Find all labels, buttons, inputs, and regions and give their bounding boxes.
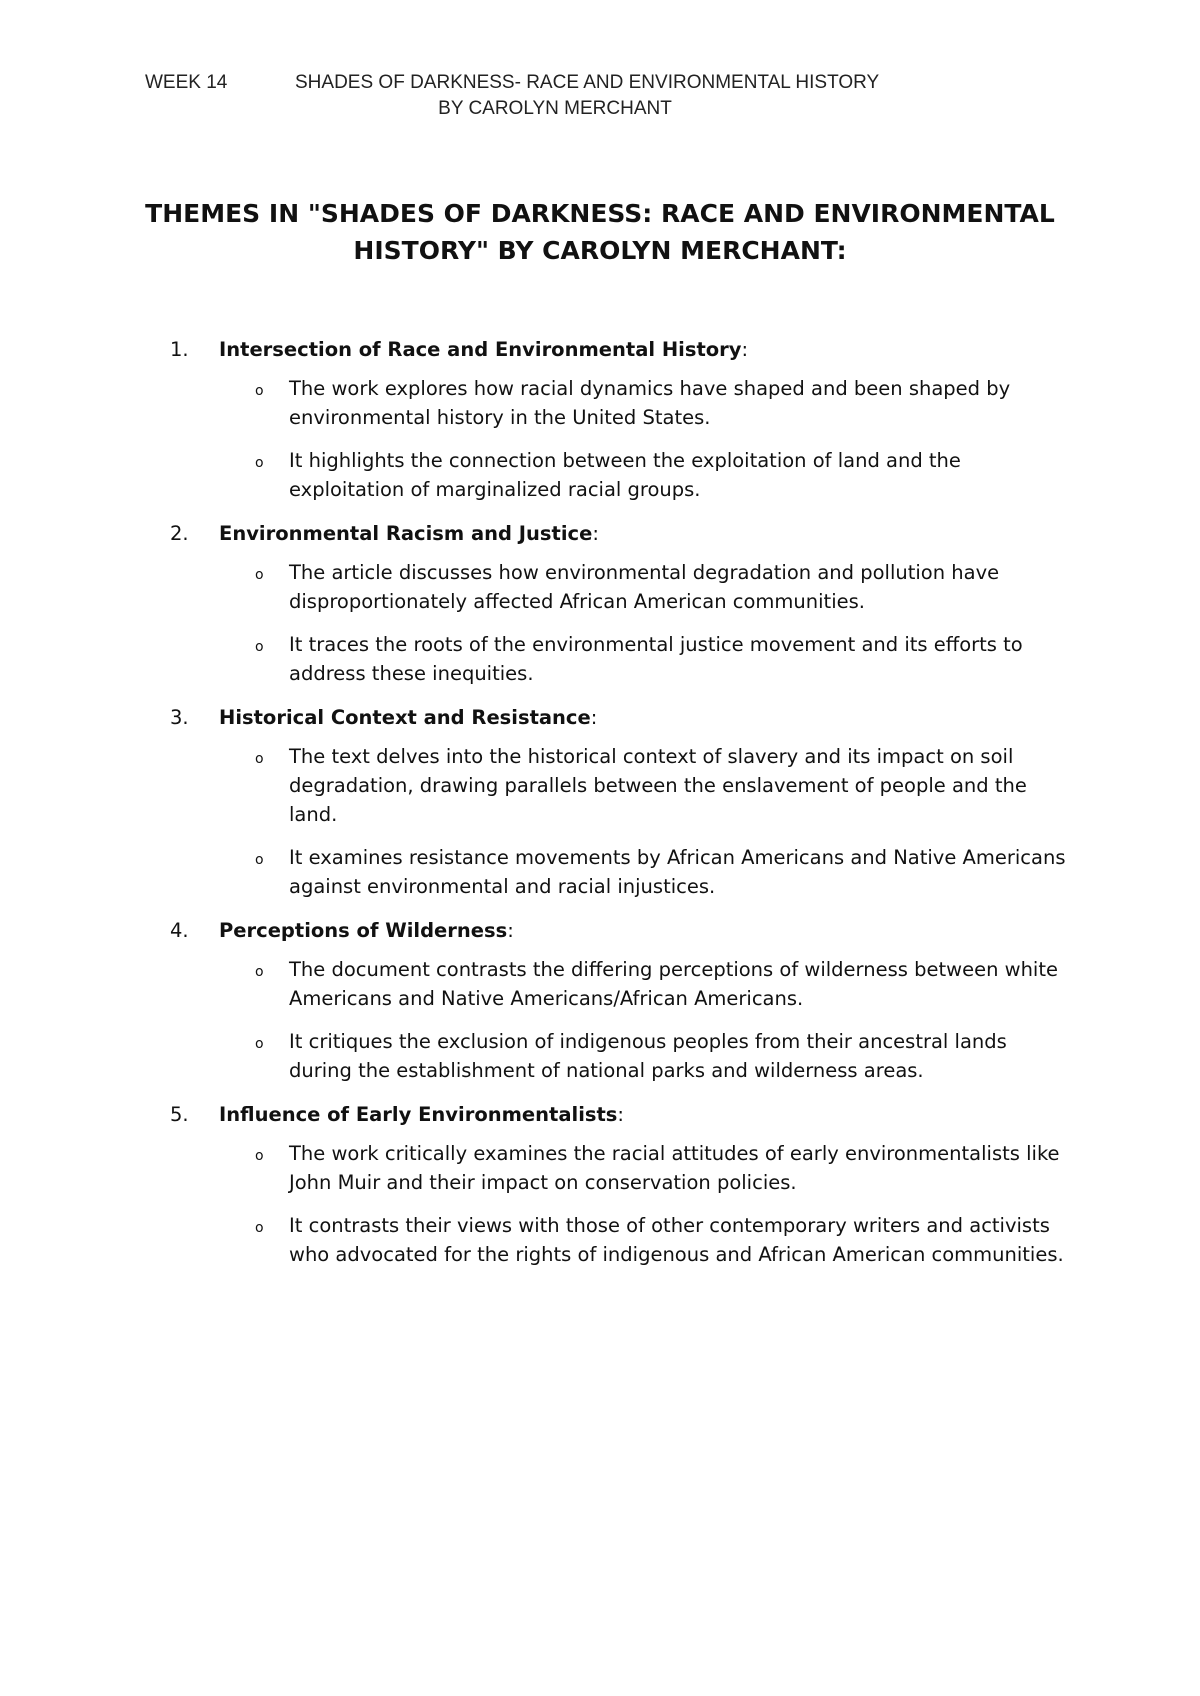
theme-item <box>170 703 1070 901</box>
document-title: THEMES IN "SHADES OF DARKNESS: RACE AND ENVIRONMENTAL HISTORY" BY CAROLYN MERCHANT: <box>145 199 1055 265</box>
list-item <box>170 374 1070 432</box>
themes-list <box>170 335 1070 1284</box>
list-item <box>170 446 1070 504</box>
theme-item <box>170 519 1070 688</box>
bullet-marker: o <box>255 383 264 399</box>
bullet-marker: o <box>255 751 264 767</box>
list-item <box>170 1139 1070 1197</box>
bullet-text: The work critically examines the racial attitudes of early environmentalists like John Muir and their impact on conservation policies. <box>289 1142 1060 1194</box>
theme-colon: : <box>592 522 599 545</box>
header-title: SHADES OF DARKNESS- RACE AND ENVIRONMENTAL HISTORY <box>295 72 880 93</box>
bullet-marker: o <box>255 1220 264 1236</box>
theme-number: 3. <box>170 706 189 729</box>
theme-points <box>170 1139 1070 1269</box>
bullet-text: It examines resistance movements by African Americans and Native Americans against environmental and racial injustices. <box>289 846 1066 898</box>
bullet-marker: o <box>255 1148 264 1164</box>
list-item <box>170 843 1070 901</box>
header-week: WEEK 14 <box>145 72 228 93</box>
header-line-1 <box>145 70 1055 96</box>
theme-colon: : <box>507 919 514 942</box>
bullet-text: It critiques the exclusion of indigenous peoples from their ancestral lands during the establishment of national parks and wilderness areas. <box>289 1030 1007 1082</box>
theme-points <box>170 374 1070 504</box>
bullet-text: The text delves into the historical context of slavery and its impact on soil degradation, drawing parallels between the enslavement of people and the land. <box>289 745 1027 826</box>
theme-points <box>170 558 1070 688</box>
bullet-text: The article discusses how environmental degradation and pollution have disproportionately affected African American communities. <box>289 561 1000 613</box>
theme-number: 4. <box>170 919 189 942</box>
list-item <box>170 1027 1070 1085</box>
theme-title: Influence of Early Environmentalists <box>219 1103 618 1126</box>
bullet-marker: o <box>255 567 264 583</box>
theme-heading <box>170 703 1070 732</box>
bullet-marker: o <box>255 455 264 471</box>
theme-title: Historical Context and Resistance <box>219 706 591 729</box>
bullet-text: It contrasts their views with those of other contemporary writers and activists who advocated for the rights of indigenous and African American communities. <box>289 1214 1064 1266</box>
list-item <box>170 742 1070 829</box>
bullet-marker: o <box>255 964 264 980</box>
theme-heading <box>170 1100 1070 1129</box>
theme-heading <box>170 335 1070 364</box>
bullet-marker: o <box>255 1036 264 1052</box>
list-item <box>170 1211 1070 1269</box>
theme-title: Intersection of Race and Environmental History <box>219 338 742 361</box>
theme-colon: : <box>617 1103 624 1126</box>
theme-heading <box>170 519 1070 548</box>
theme-colon: : <box>590 706 598 729</box>
theme-item <box>170 1100 1070 1269</box>
bullet-text: The document contrasts the differing perceptions of wilderness between white Americans and Native Americans/African Americans. <box>289 958 1058 1010</box>
bullet-text: The work explores how racial dynamics have shaped and been shaped by environmental history in the United States. <box>289 377 1011 429</box>
theme-title: Environmental Racism and Justice <box>219 522 593 545</box>
list-item <box>170 558 1070 616</box>
theme-points <box>170 742 1070 901</box>
bullet-marker: o <box>255 639 264 655</box>
theme-colon: : <box>741 338 749 361</box>
bullet-text: It traces the roots of the environmental justice movement and its efforts to address these inequities. <box>289 633 1023 685</box>
list-item <box>170 955 1070 1013</box>
theme-points <box>170 955 1070 1085</box>
bullet-marker: o <box>255 852 264 868</box>
list-item <box>170 630 1070 688</box>
theme-item <box>170 335 1070 504</box>
bullet-text: It highlights the connection between the exploitation of land and the exploitation of marginalized racial groups. <box>289 449 961 501</box>
theme-number: 5. <box>170 1103 189 1126</box>
theme-number: 1. <box>170 338 189 361</box>
header-author: BY CAROLYN MERCHANT <box>438 98 672 119</box>
theme-number: 2. <box>170 522 189 545</box>
page-header <box>145 70 1055 122</box>
theme-item <box>170 916 1070 1085</box>
theme-title: Perceptions of Wilderness <box>219 919 508 942</box>
theme-heading <box>170 916 1070 945</box>
